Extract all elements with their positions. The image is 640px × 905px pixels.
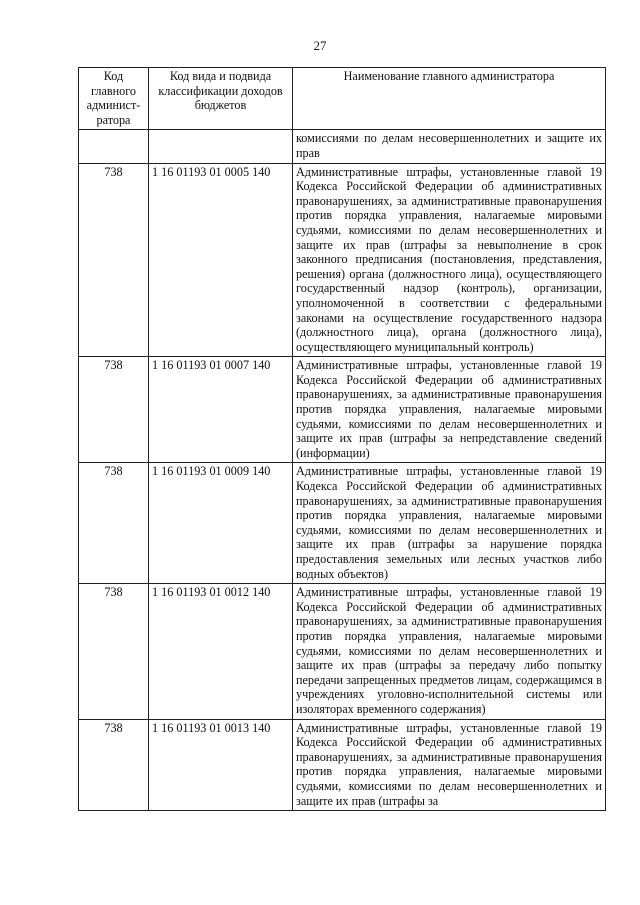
admin-code-cell bbox=[79, 130, 149, 163]
admin-code-cell: 738 bbox=[79, 463, 149, 584]
header-admin-name: Наименование главного администратора bbox=[293, 68, 606, 130]
table-row bbox=[79, 463, 606, 584]
page-number: 27 bbox=[313, 38, 327, 53]
kbk-code-cell: 1 16 01193 01 0013 140 bbox=[149, 719, 293, 811]
kbk-code-cell: 1 16 01193 01 0012 140 bbox=[149, 584, 293, 719]
admin-code-cell: 738 bbox=[79, 584, 149, 719]
admin-code-cell: 738 bbox=[79, 163, 149, 357]
kbk-code-cell: 1 16 01193 01 0009 140 bbox=[149, 463, 293, 584]
kbk-code-cell: 1 16 01193 01 0005 140 bbox=[149, 163, 293, 357]
admin-name-cell: комиссиями по делам несовершеннолетних и защите их прав bbox=[293, 130, 606, 163]
table-row bbox=[79, 357, 606, 463]
admin-name-cell: Административные штрафы, установленные главой 19 Кодекса Российской Федерации об административных правонарушениях, за административные правонарушения против порядка управления, налагаемые мировыми судьями, комиссиями по делам несовершеннолетних и защите их прав (штрафы за передачу либо попытку передачи запрещенных предметов лицам, содержащимся в учреждениях уголовно-исполнительной системы или изоляторах временного содержания) bbox=[293, 584, 606, 719]
admin-name-cell: Административные штрафы, установленные главой 19 Кодекса Российской Федерации об административных правонарушениях, за административные правонарушения против порядка управления, налагаемые мировыми судьями, комиссиями по делам несовершеннолетних и защите их прав (штрафы за невыполнение в срок законного предписания (постановления, представления, решения) органа (должностного лица), осуществляющего государственный надзор (контроль), организации, уполномоченной в соответствии с федеральными законами на осуществление государственного надзора (должностного лица), органа (должностного лица), осуществляющего муниципальный контроль) bbox=[293, 163, 606, 357]
table-row bbox=[79, 130, 606, 163]
admin-name-cell: Административные штрафы, установленные главой 19 Кодекса Российской Федерации об административных правонарушениях, за административные правонарушения против порядка управления, налагаемые мировыми судьями, комиссиями по делам несовершеннолетних и защите их прав (штрафы за нарушение порядка предоставления земельных или лесных участков либо водных объектов) bbox=[293, 463, 606, 584]
admin-code-cell: 738 bbox=[79, 357, 149, 463]
table-row bbox=[79, 163, 606, 357]
table-row bbox=[79, 584, 606, 719]
table-row bbox=[79, 719, 606, 811]
admin-name-cell: Административные штрафы, установленные главой 19 Кодекса Российской Федерации об административных правонарушениях, за административные правонарушения против порядка управления, налагаемые мировыми судьями, комиссиями по делам несовершеннолетних и защите их прав (штрафы за bbox=[293, 719, 606, 811]
kbk-code-cell: 1 16 01193 01 0007 140 bbox=[149, 357, 293, 463]
budget-revenue-table bbox=[78, 67, 606, 811]
header-kbk-code: Код вида и подвида классификации доходов бюджетов bbox=[149, 68, 293, 130]
kbk-code-cell bbox=[149, 130, 293, 163]
admin-code-cell: 738 bbox=[79, 719, 149, 811]
header-admin-code: Код главного админист-ратора bbox=[79, 68, 149, 130]
table-header-row bbox=[79, 68, 606, 130]
admin-name-cell: Административные штрафы, установленные главой 19 Кодекса Российской Федерации об административных правонарушениях, за административные правонарушения против порядка управления, налагаемые мировыми судьями, комиссиями по делам несовершеннолетних и защите их прав (штрафы за непредставление сведений (информации) bbox=[293, 357, 606, 463]
